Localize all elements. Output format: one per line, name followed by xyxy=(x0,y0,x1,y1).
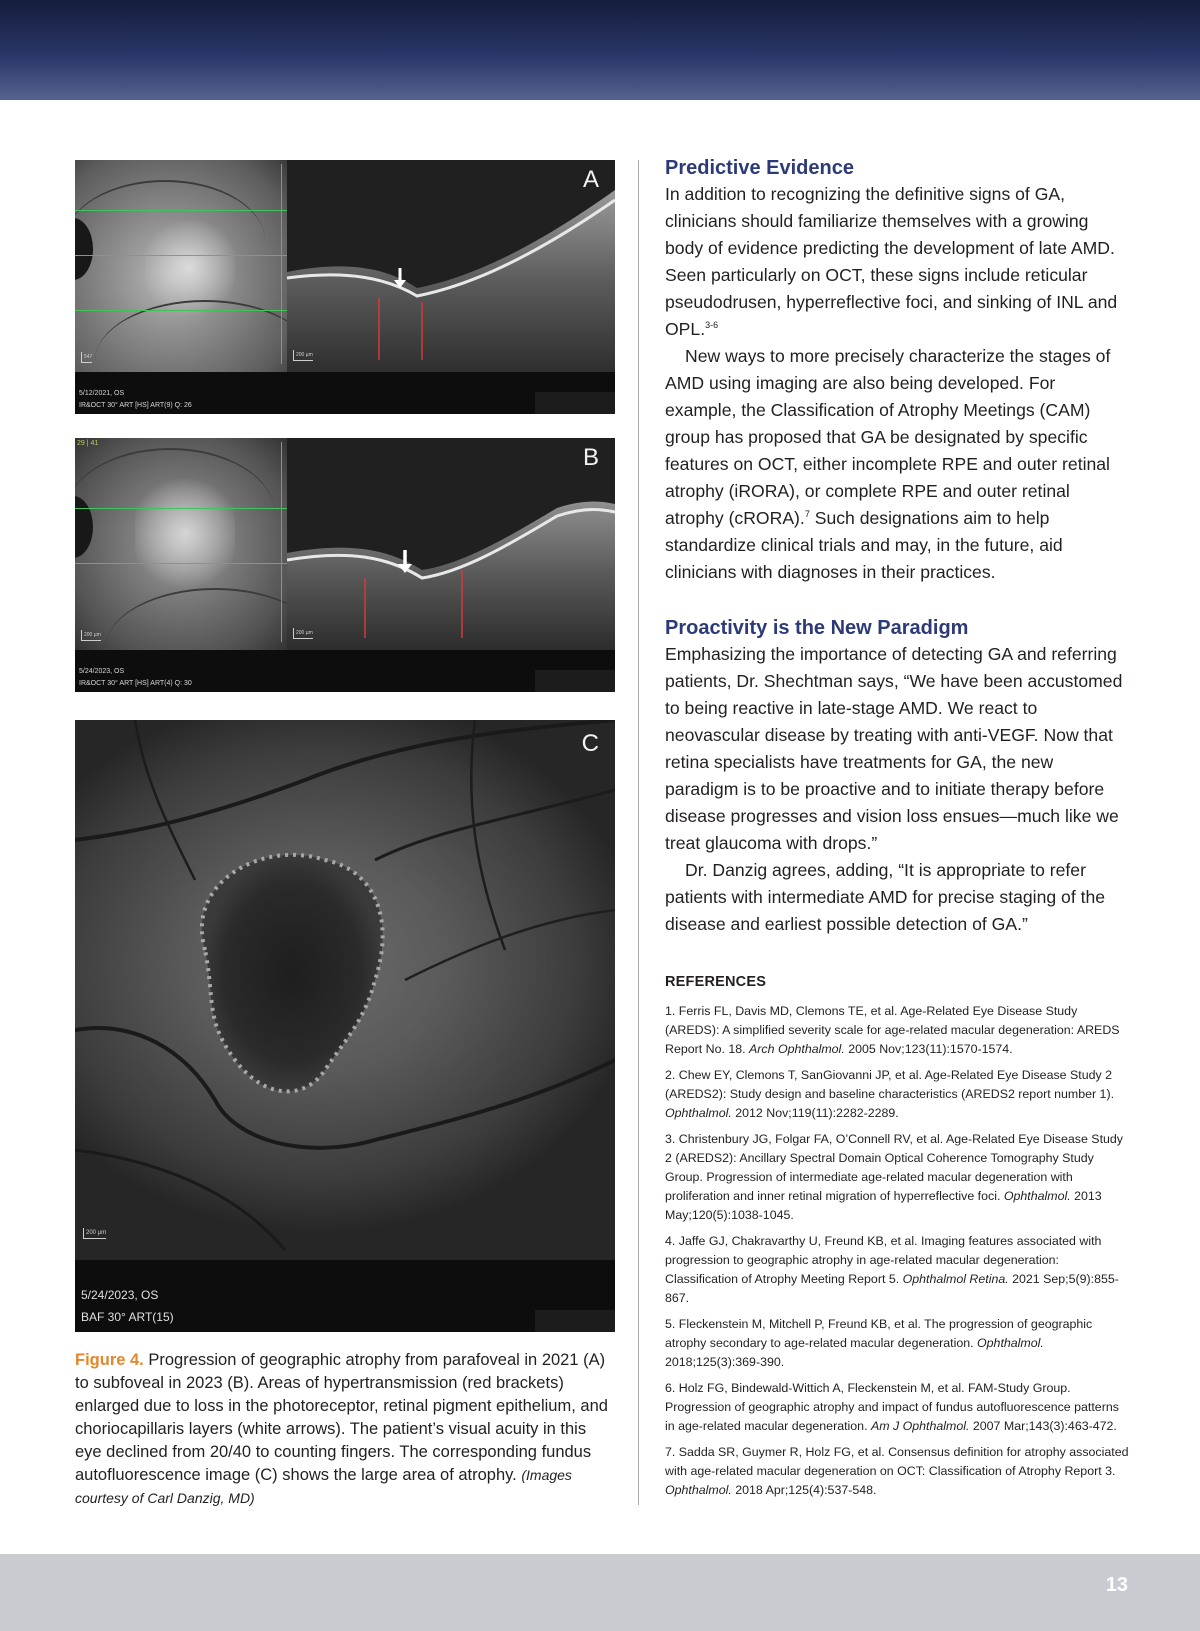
infrared-fundus-image xyxy=(75,160,287,372)
figure-panel-b xyxy=(75,438,615,692)
panel-a-block xyxy=(535,392,615,414)
paragraph: Dr. Danzig agrees, adding, “It is appropriate to refer patients with intermediate AMD for precise staging of the disease and earliest possible detection of GA.” xyxy=(665,860,1106,934)
panel-b-block xyxy=(535,670,615,692)
ir-scale-label: 547 xyxy=(81,352,92,363)
panel-a-scan: IR&OCT 30° ART [HS] ART(9) Q: 26 xyxy=(79,402,192,409)
panel-label-c: C xyxy=(581,730,599,757)
panel-label-b: B xyxy=(582,444,599,471)
references-title: REFERENCES xyxy=(665,974,767,990)
panel-b-meta xyxy=(79,666,192,690)
reference-item: 4. Jaffe GJ, Chakravarthy U, Freund KB, et al. Imaging features associated with progression to geographic atrophy in age-related macular degeneration: Classification of Atrophy Meeting Report 5. Ophthalmol Retina. 2021 Sep;5(9):855-867. xyxy=(665,1234,1119,1305)
ir-corner-label: 29 | 41 xyxy=(77,440,99,447)
reference-item: 7. Sadda SR, Guymer R, Holz FG, et al. Consensus definition for atrophy associated with age-related macular degeneration on OCT: Classification of Atrophy Report 3. Ophthalmol. 2018 Apr;125(4):537-548. xyxy=(665,1445,1129,1497)
caption-courtesy: (Images courtesy of Carl Danzig, MD) xyxy=(75,1467,572,1506)
paragraph xyxy=(665,343,1131,586)
reference-item: 2. Chew EY, Clemons T, SanGiovanni JP, et al. Age-Related Eye Disease Study 2 (AREDS2): Study design and baseline characteristics (AREDS2 report number 1). Ophthalmol. 2012 Nov;119(11):2282-2289. xyxy=(665,1068,1115,1120)
panel-c-scan: BAF 30° ART(15) xyxy=(81,1310,174,1324)
column-divider xyxy=(638,160,639,1505)
figure-label: Figure 4. xyxy=(75,1351,144,1369)
footer-band xyxy=(0,1554,1200,1631)
citation-superscript: 7 xyxy=(804,509,810,520)
page-number: 13 xyxy=(1105,1574,1128,1596)
oct-scan-image xyxy=(287,160,615,372)
header-band xyxy=(0,0,1200,100)
figure-caption xyxy=(75,1349,615,1510)
reference-item: 5. Fleckenstein M, Mitchell P, Freund KB, et al. The progression of geographic atrophy secondary to age-related macular degeneration. Ophthalmol. 2018;125(3):369-390. xyxy=(665,1317,1093,1369)
figure-panel-c xyxy=(75,720,615,1332)
oct-scale-label: 200 µm xyxy=(293,628,313,639)
panel-c-meta xyxy=(81,1284,174,1328)
reference-item: 6. Holz FG, Bindewald-Wittich A, Fleckenstein M, et al. FAM-Study Group. Progression of geographic atrophy and impact of fundus autofluorescence patterns in age-related macular degeneration. Am J Ophthalmol. 2007 Mar;143(3):463-472. xyxy=(665,1381,1119,1433)
panel-c-date: 5/24/2023, OS xyxy=(81,1288,159,1302)
section-proactivity xyxy=(665,615,1131,938)
ir-scale-label: 200 µm xyxy=(81,630,101,641)
paragraph xyxy=(665,181,1131,343)
panel-b-date: 5/24/2023, OS xyxy=(79,668,125,675)
reference-item: 1. Ferris FL, Davis MD, Clemons TE, et al. Age-Related Eye Disease Study (AREDS): A simplified severity scale for age-related macular degeneration: AREDS Report No. 18. Arch Ophthalmol. 2005 Nov;123(11):1570-1574. xyxy=(665,1004,1120,1056)
oct-scan-image xyxy=(287,438,615,650)
references-section xyxy=(665,974,1131,1507)
citation-superscript: 3-6 xyxy=(705,320,719,331)
faf-scale-label: 200 µm xyxy=(83,1228,106,1239)
infrared-fundus-image xyxy=(75,438,287,650)
paragraph-text: In addition to recognizing the definitive signs of GA, clinicians should familiarize themselves with a growing body of evidence predicting the development of late AMD. Seen particularly on OCT, these signs include reticular pseudodrusen, hyperreflective foci, and sinking of INL and OPL. xyxy=(665,184,1118,339)
panel-a-meta xyxy=(79,388,192,412)
paragraph-text: Such designations aim to help standardize clinical trials and may, in the future, aid clinicians with diagnoses in their practices. xyxy=(665,508,1063,582)
panel-label-a: A xyxy=(582,166,599,193)
section-heading: Proactivity is the New Paradigm xyxy=(665,617,969,639)
reference-item: 3. Christenbury JG, Folgar FA, O’Connell RV, et al. Age-Related Eye Disease Study 2 (AREDS2): Ancillary Spectral Domain Optical Coherence Tomography Study Group. Progression of intermediate age-related macular degeneration with proliferation and inner retinal migration of hyperreflective foci. Ophthalmol. 2013 May;120(5):1038-1045. xyxy=(665,1132,1123,1222)
caption-text: Progression of geographic atrophy from parafoveal in 2021 (A) to subfoveal in 2023 (B). Areas of hypertransmission (red brackets) enlarged due to loss in the photoreceptor, retinal pigment epithelium, and choriocapillaris layers (white arrows). The patient’s visual acuity in this eye declined from 20/40 to counting fingers. The corresponding fundus autofluorescence image (C) shows the large area of atrophy. xyxy=(75,1351,608,1484)
fundus-autofluorescence-image xyxy=(75,720,615,1260)
paragraph-text: New ways to more precisely characterize the stages of AMD using imaging are also being developed. For example, the Classification of Atrophy Meetings (CAM) group has proposed that GA be designated by specific features on OCT, either incomplete RPE and outer retinal atrophy (iRORA), or complete RPE and outer retinal atrophy (cRORA). xyxy=(665,346,1111,528)
section-heading: Predictive Evidence xyxy=(665,157,854,179)
paragraph: Emphasizing the importance of detecting GA and referring patients, Dr. Shechtman says, “We have been accustomed to being reactive in late-stage AMD. We react to neovascular disease by treating with anti-VEGF. Now that retina specialists have treatments for GA, the new paradigm is to be proactive and to initiate therapy before disease progresses and vision loss ensues—much like we treat glaucoma with drops.” xyxy=(665,644,1123,853)
panel-b-scan: IR&OCT 30° ART [HS] ART(4) Q: 30 xyxy=(79,680,192,687)
figure-panel-a xyxy=(75,160,615,414)
panel-a-date: 5/12/2021, OS xyxy=(79,390,125,397)
section-predictive-evidence xyxy=(665,155,1131,586)
panel-c-block xyxy=(535,1310,615,1332)
oct-scale-label: 200 µm xyxy=(293,350,313,361)
